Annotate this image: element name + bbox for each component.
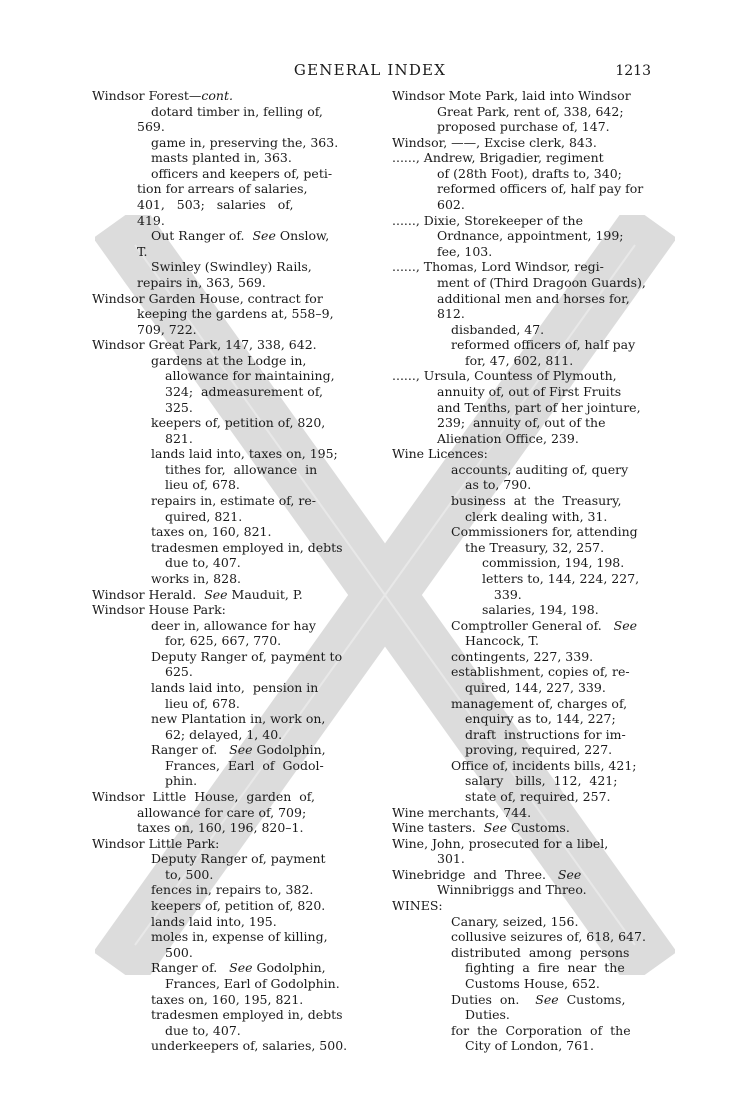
- index-entry-line: quired, 144, 227, 339.: [465, 679, 606, 695]
- index-entry-line: for, 47, 602, 811.: [465, 352, 574, 368]
- index-entry-line: Ranger of. See Godolphin,: [151, 960, 326, 976]
- index-entry-line: disbanded, 47.: [451, 321, 545, 337]
- index-entry-line: proving, required, 227.: [465, 742, 613, 758]
- index-entry-line: Winnibriggs and Threo.: [437, 882, 587, 898]
- index-entry-line: fighting a fire near the: [465, 960, 625, 976]
- index-entry-line: keepers of, petition of, 820,: [151, 415, 326, 431]
- index-entry-line: establishment, copies of, re-: [451, 664, 630, 680]
- index-entry-line: masts planted in, 363.: [151, 150, 292, 166]
- index-entry-line: state of, required, 257.: [465, 789, 611, 805]
- index-entry-line: Windsor House Park:: [92, 602, 226, 618]
- index-entry-line: letters to, 144, 224, 227,: [482, 570, 640, 586]
- index-entry-line: Winebridge and Three. See: [392, 866, 582, 882]
- index-entry-line: Duties on. See Customs,: [451, 991, 626, 1007]
- index-entry-line: Windsor Forest—cont.: [92, 88, 233, 103]
- index-entry-line: lands laid into, taxes on, 195;: [151, 446, 338, 462]
- index-entry-line: Windsor, ——, Excise clerk, 843.: [392, 134, 597, 150]
- index-entry-line: Alienation Office, 239.: [437, 430, 579, 446]
- index-entry-line: lands laid into, 195.: [151, 913, 277, 929]
- index-entry-line: lands laid into, pension in: [151, 679, 319, 695]
- index-entry-line: Wine Licences:: [392, 446, 488, 462]
- index-entry-line: collusive seizures of, 618, 647.: [451, 929, 646, 945]
- index-entry-line: as to, 790.: [465, 477, 532, 493]
- index-entry-line: gardens at the Lodge in,: [151, 352, 307, 368]
- index-entry-line: due to, 407.: [165, 1022, 241, 1038]
- index-entry-line: 709, 722.: [137, 321, 197, 337]
- left-index-column: [92, 88, 354, 1054]
- index-entry-line: Duties.: [465, 1007, 510, 1023]
- index-entry-line: and Tenths, part of her jointure,: [437, 399, 641, 415]
- index-entry-line: Commissioners for, attending: [451, 524, 638, 540]
- index-entry-line: ......, Ursula, Countess of Plymouth,: [392, 368, 617, 384]
- index-entry-line: Deputy Ranger of, payment to: [151, 648, 343, 664]
- index-entry-line: 324; admeasurement of,: [165, 383, 323, 399]
- index-entry-line: ......, Thomas, Lord Windsor, regi-: [392, 259, 604, 275]
- index-entry-line: salary bills, 112, 421;: [465, 773, 618, 789]
- index-entry-line: tradesmen employed in, debts: [151, 539, 343, 555]
- index-entry-line: Hancock, T.: [465, 633, 539, 649]
- index-entry-line: lieu of, 678.: [165, 477, 240, 493]
- index-entry-line: draft instructions for im-: [465, 726, 626, 742]
- index-entry-line: proposed purchase of, 147.: [437, 119, 610, 135]
- index-entry-line: quired, 821.: [165, 508, 243, 524]
- index-entry-line: 339.: [482, 586, 522, 602]
- index-entry-line: 239; annuity of, out of the: [437, 415, 606, 431]
- index-entry-line: clerk dealing with, 31.: [465, 508, 608, 524]
- index-entry-line: allowance for maintaining,: [165, 368, 335, 384]
- index-entry-line: phin.: [165, 773, 198, 789]
- index-entry-line: 625.: [165, 664, 193, 680]
- index-entry-line: 500.: [165, 944, 193, 960]
- index-entry-line: new Plantation in, work on,: [151, 711, 326, 727]
- page-title: GENERAL INDEX: [293, 61, 447, 79]
- index-entry-line: repairs in, 363, 569.: [137, 274, 266, 290]
- index-entry-line: commission, 194, 198.: [482, 555, 625, 571]
- index-entry-line: Wine tasters. See Customs.: [392, 820, 570, 836]
- index-entry-line: Wine merchants, 744.: [392, 804, 532, 820]
- index-entry-line: WINES:: [392, 898, 443, 914]
- index-entry-line: Ordnance, appointment, 199;: [437, 228, 624, 244]
- index-entry-line: allowance for care of, 709;: [137, 804, 307, 820]
- index-entry-line: 812.: [437, 306, 465, 322]
- index-entry-line: fences in, repairs to, 382.: [151, 882, 314, 898]
- index-entry-line: reformed officers of, half pay for: [437, 181, 644, 197]
- page-number: 1213: [615, 63, 651, 79]
- index-entry-line: salaries, 194, 198.: [482, 602, 599, 618]
- index-entry-line: 301.: [437, 851, 465, 867]
- index-entry-line: Windsor Little House, garden of,: [92, 789, 315, 805]
- index-entry-line: ment of (Third Dragoon Guards),: [437, 274, 646, 290]
- index-entry-line: tion for arrears of salaries,: [137, 181, 308, 197]
- index-entry-line: to, 500.: [165, 866, 214, 882]
- index-entry-line: Customs House, 652.: [465, 975, 600, 991]
- index-entry-line: dotard timber in, felling of,: [151, 103, 323, 119]
- right-index-column: [392, 88, 654, 1054]
- index-entry-line: Frances, Earl of Godol-: [165, 757, 324, 773]
- index-entry-line: reformed officers of, half pay: [451, 337, 636, 353]
- index-entry-line: officers and keepers of, peti-: [151, 165, 333, 181]
- index-entry-line: Deputy Ranger of, payment: [151, 851, 326, 867]
- index-entry-line: tithes for, allowance in: [165, 461, 318, 477]
- index-entry-line: Windsor Garden House, contract for: [92, 290, 323, 306]
- index-entry-line: Out Ranger of. See Onslow,: [151, 228, 330, 244]
- index-entry-line: of (28th Foot), drafts to, 340;: [437, 165, 622, 181]
- index-entry-line: taxes on, 160, 821.: [151, 524, 272, 540]
- index-entry-line: 419.: [137, 212, 165, 228]
- index-entry-line: for the Corporation of the: [451, 1022, 631, 1038]
- index-entry-line: enquiry as to, 144, 227;: [465, 711, 616, 727]
- index-entry-line: Comptroller General of. See: [451, 617, 637, 633]
- index-entry-line: fee, 103.: [437, 243, 493, 259]
- index-entry-line: keeping the gardens at, 558–9,: [137, 306, 334, 322]
- index-entry-line: 62; delayed, 1, 40.: [165, 726, 283, 742]
- index-entry-line: lieu of, 678.: [165, 695, 240, 711]
- index-entry-line: City of London, 761.: [465, 1038, 594, 1054]
- index-entry-line: 401, 503; salaries of,: [137, 197, 294, 213]
- index-entry-line: works in, 828.: [151, 570, 241, 586]
- index-entry-line: Windsor Herald. See Mauduit, P.: [92, 586, 303, 602]
- index-entry-line: Windsor Little Park:: [92, 835, 220, 851]
- index-entry-line: Windsor Mote Park, laid into Windsor: [392, 88, 631, 103]
- index-entry-line: ......, Andrew, Brigadier, regiment: [392, 150, 604, 166]
- index-entry-line: underkeepers of, salaries, 500.: [151, 1038, 348, 1054]
- index-entry-line: keepers of, petition of, 820.: [151, 898, 326, 914]
- index-entry-line: accounts, auditing of, query: [451, 461, 629, 477]
- index-entry-line: 821.: [165, 430, 193, 446]
- index-entry-line: 325.: [165, 399, 193, 415]
- index-entry-line: deer in, allowance for hay: [151, 617, 316, 633]
- index-entry-line: annuity of, out of First Fruits: [437, 383, 622, 399]
- index-entry-line: Great Park, rent of, 338, 642;: [437, 103, 624, 119]
- index-entry-line: Windsor Great Park, 147, 338, 642.: [92, 337, 317, 353]
- index-entry-line: management of, charges of,: [451, 695, 628, 711]
- index-entry-line: ......, Dixie, Storekeeper of the: [392, 212, 583, 228]
- index-entry-line: moles in, expense of killing,: [151, 929, 328, 945]
- index-entry-line: Swinley (Swindley) Rails,: [151, 259, 312, 275]
- index-entry-line: the Treasury, 32, 257.: [465, 539, 605, 555]
- index-entry-line: due to, 407.: [165, 555, 241, 571]
- index-entry-line: Canary, seized, 156.: [451, 913, 579, 929]
- index-entry-line: T.: [137, 243, 148, 259]
- index-entry-line: additional men and horses for,: [437, 290, 630, 306]
- index-entry-line: taxes on, 160, 196, 820–1.: [137, 820, 304, 836]
- index-entry-line: Office of, incidents bills, 421;: [451, 757, 637, 773]
- index-entry-line: repairs in, estimate of, re-: [151, 493, 316, 509]
- index-entry-line: distributed among persons: [451, 944, 630, 960]
- index-entry-line: 569.: [137, 119, 165, 135]
- index-entry-line: Wine, John, prosecuted for a libel,: [392, 835, 609, 851]
- index-entry-line: Frances, Earl of Godolphin.: [165, 975, 340, 991]
- index-entry-line: for, 625, 667, 770.: [165, 633, 282, 649]
- index-entry-line: contingents, 227, 339.: [451, 648, 594, 664]
- index-entry-line: game in, preserving the, 363.: [151, 134, 339, 150]
- index-entry-line: tradesmen employed in, debts: [151, 1007, 343, 1023]
- index-entry-line: 602.: [437, 197, 465, 213]
- index-entry-line: business at the Treasury,: [451, 493, 622, 509]
- index-entry-line: taxes on, 160, 195, 821.: [151, 991, 304, 1007]
- index-entry-line: Ranger of. See Godolphin,: [151, 742, 326, 758]
